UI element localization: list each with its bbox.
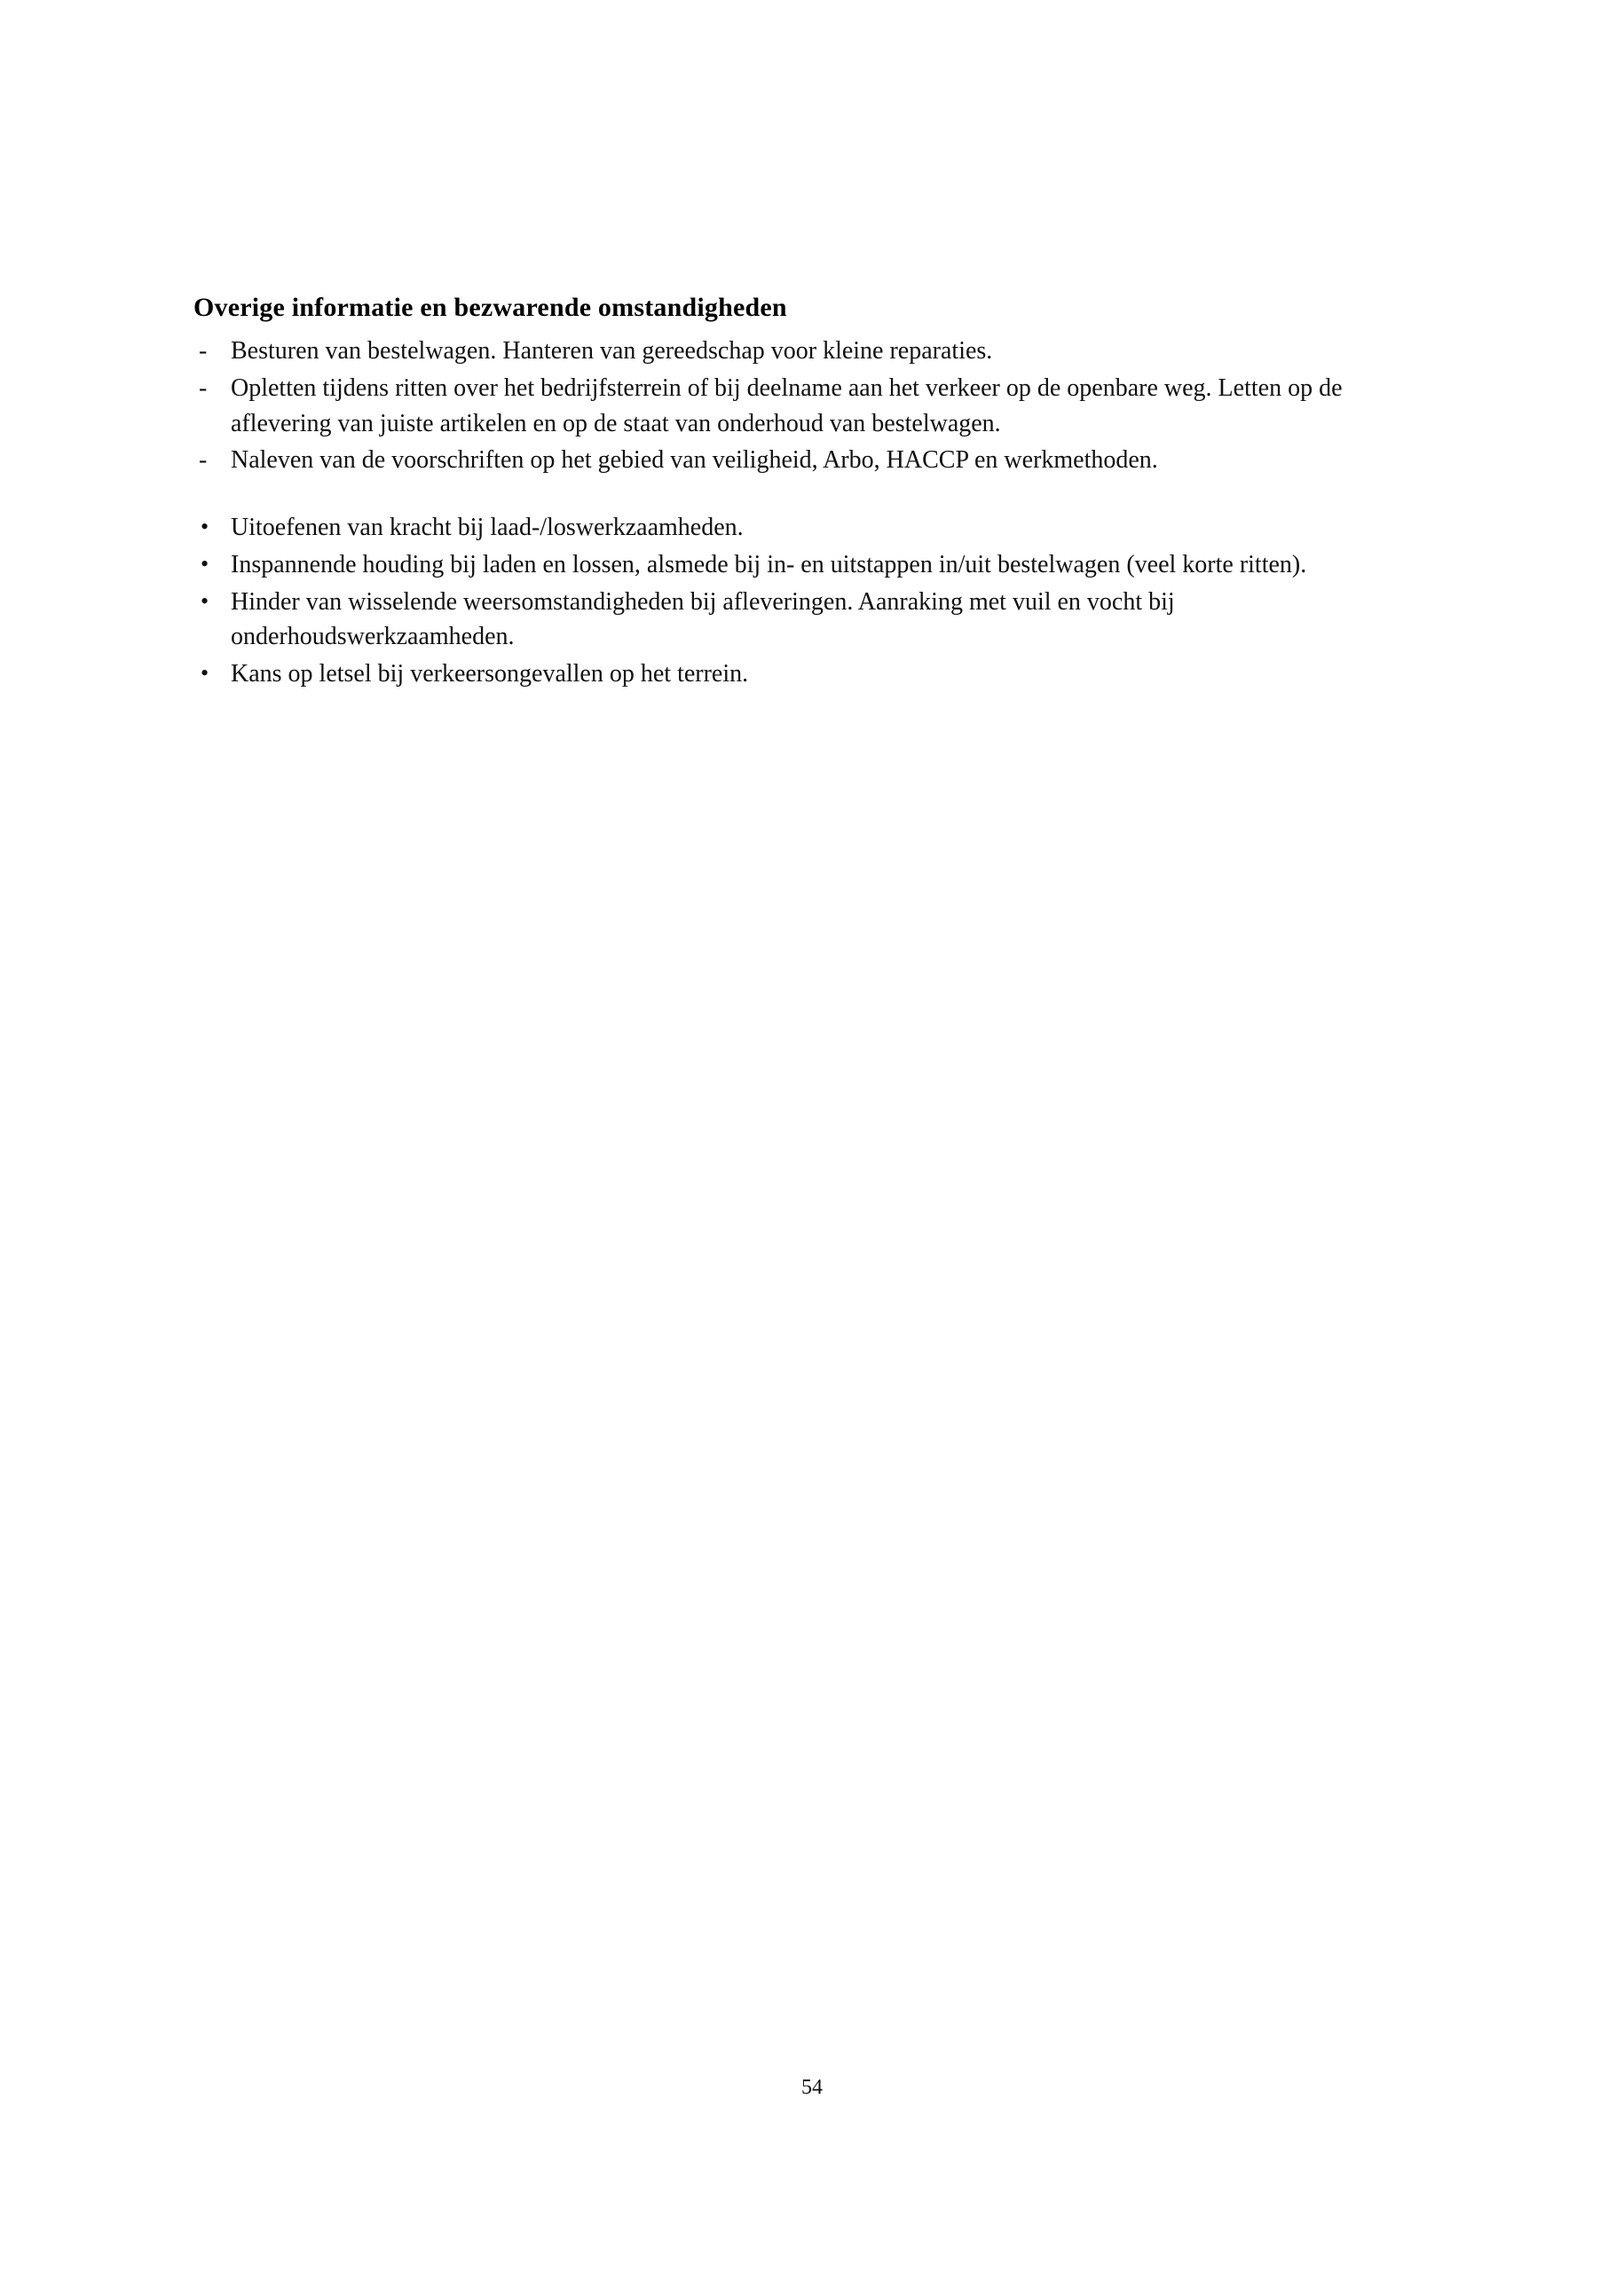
list-item: • Kans op letsel bij verkeersongevallen op het terrein. (193, 657, 1436, 692)
page-title: Overige informatie en bezwarende omstandigheden (193, 293, 787, 322)
list-item: - Opletten tijdens ritten over het bedrijfsterrein of bij deelname aan het verkeer op de openbare weg. Letten op de aflevering van juiste artikelen en op de staat van onderhoud van bestelwagen. (193, 371, 1436, 442)
list-item: - Besturen van bestelwagen. Hanteren van gereedschap voor kleine reparaties. (193, 334, 1436, 369)
list-item: - Naleven van de voorschriften op het gebied van veiligheid, Arbo, HACCP en werkmethoden. (193, 443, 1436, 478)
list-item: • Inspannende houding bij laden en lossen, alsmede bij in- en uitstappen in/uit bestelwagen (veel korte ritten). (193, 547, 1436, 583)
document-body (193, 293, 1436, 694)
bullet-list (193, 510, 1436, 692)
list-item: • Hinder van wisselende weersomstandigheden bij afleveringen. Aanraking met vuil en vocht bij onderhoudswerkzaamheden. (193, 585, 1436, 656)
dash-list (193, 334, 1436, 478)
page-number: 54 (801, 2076, 823, 2099)
section-spacer (193, 480, 1436, 510)
list-item: • Uitoefenen van kracht bij laad-/loswerkzaamheden. (193, 510, 1436, 546)
